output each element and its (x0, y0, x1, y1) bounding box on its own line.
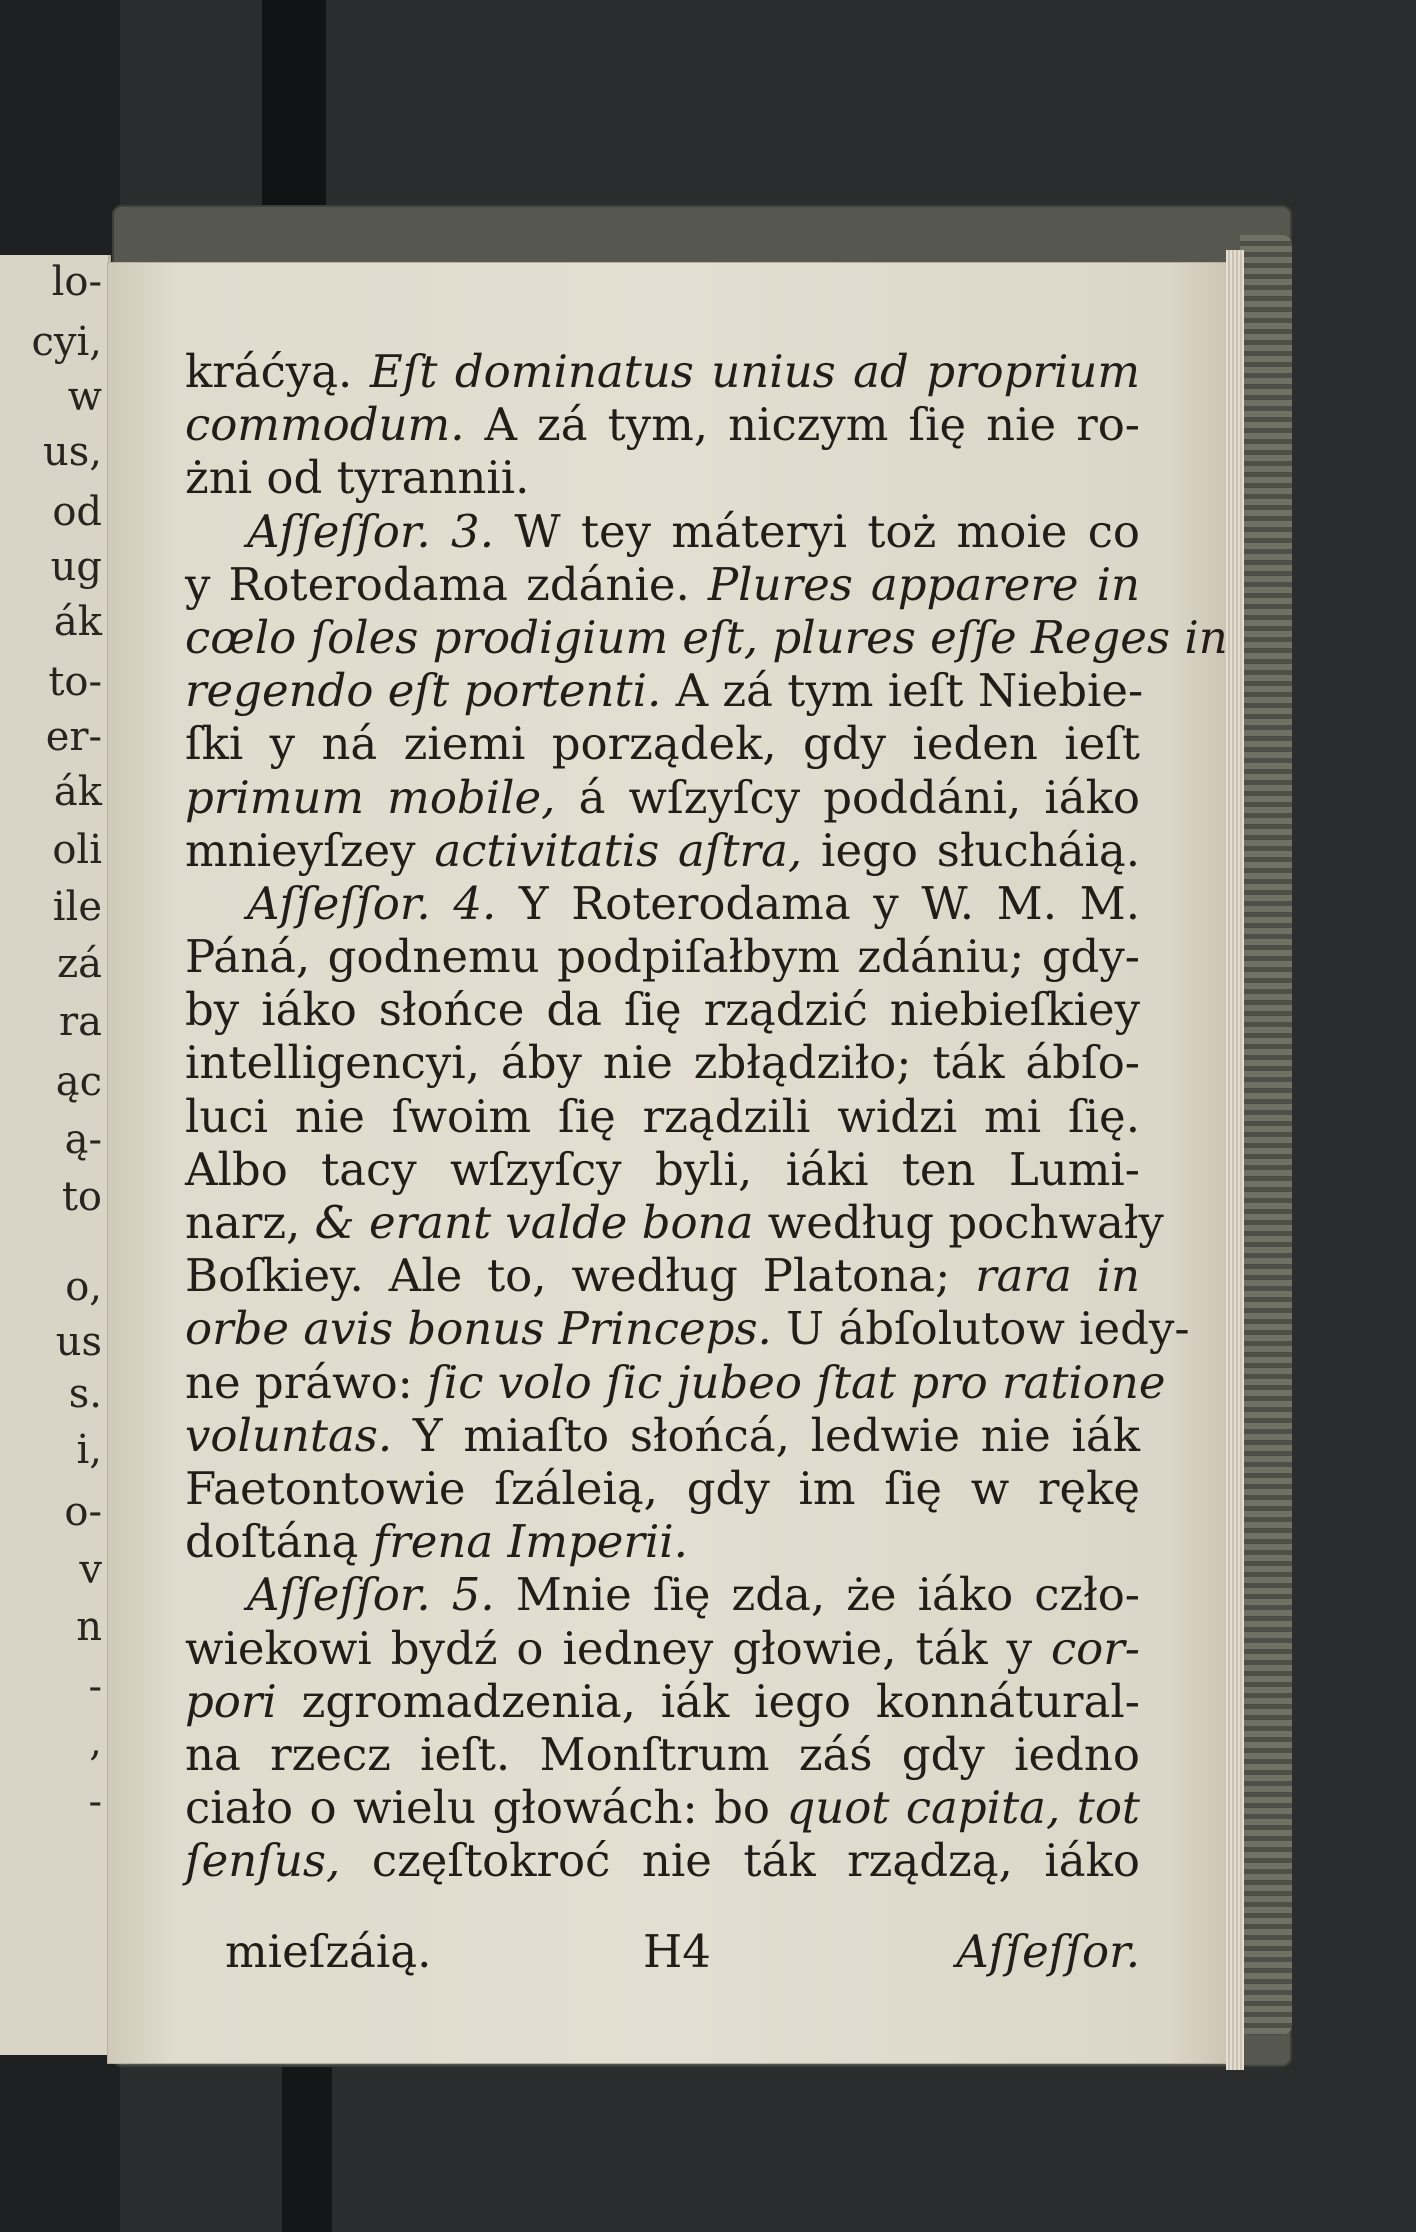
text-line (185, 1834, 1140, 1887)
roman-text: Y Roterodama y W. M. M. (496, 876, 1141, 930)
italic-text: rara in (975, 1249, 1140, 1303)
roman-text: kráćyą. (185, 345, 370, 398)
italic-text: Aſſeſſor. 5. (247, 1568, 495, 1622)
left-page-fragment: o- (64, 1489, 102, 1535)
text-line (185, 398, 1140, 451)
text-line (185, 1781, 1140, 1834)
roman-text: luci nie ſwoim ſię rządzili widzi mi ſię. (185, 1089, 1140, 1143)
roman-text: doſtáną (185, 1515, 373, 1569)
text-line (185, 1409, 1140, 1462)
bookmark-ribbon-end (282, 2050, 332, 2232)
roman-text: A zá tym, niczym ſię nie ro- (464, 398, 1140, 452)
italic-text: cœlo ſoles prodigium eſt, plures eſſe Reges in (185, 610, 1228, 664)
left-page-fragment: ug (50, 544, 102, 590)
left-page-fragment: ák (53, 769, 102, 815)
roman-text: W tey máteryi toż moie co (494, 504, 1140, 558)
left-page-fragment: ąc (55, 1059, 102, 1105)
roman-text: Boſkiey. Ale to, według Platona; (185, 1249, 976, 1303)
left-page-fragment: - (88, 1779, 102, 1825)
text-line (185, 1196, 1164, 1249)
page-edges (1226, 250, 1244, 2070)
catchword: Aſſeſſor. (956, 1925, 1140, 1978)
roman-text: Páná, godnemu podpiſałbym zdániu; gdy- (185, 930, 1140, 984)
italic-text: frena Imperii. (372, 1515, 688, 1569)
left-page-fragment: w (67, 374, 102, 420)
left-page-fragment: oli (52, 827, 102, 873)
text-line (185, 345, 1140, 398)
left-page-fragment: n (76, 1604, 102, 1650)
italic-text: orbe avis bonus Princeps. (185, 1302, 772, 1356)
roman-text: ciało o wielu głowách: bo (185, 1781, 787, 1835)
left-page-fragment: ile (52, 884, 102, 930)
left-page-fragment: to (61, 1174, 102, 1220)
roman-text: zgromadzenia, iák iego konnátural- (276, 1674, 1140, 1728)
left-page-fragment: v (79, 1547, 102, 1593)
left-page-fragment: er- (45, 714, 102, 760)
left-page-fragment: i, (76, 1427, 102, 1473)
italic-text: cor- (1050, 1621, 1140, 1675)
left-page-fragment: ák (53, 599, 102, 645)
left-page-fragment: us, (42, 429, 102, 475)
roman-text: intelligencyi, áby nie zbłądziło; ták ábſo- (185, 1036, 1140, 1090)
roman-text: ſki y ná ziemi porządek, gdy ieden ieſt (185, 717, 1140, 771)
italic-text: Aſſeſſor. 4. (247, 876, 497, 930)
text-line (185, 983, 1140, 1036)
roman-text: Y miaſto słońcá, ledwie nie iák (392, 1408, 1140, 1462)
roman-text: á wſzyſcy poddáni, iáko (555, 770, 1140, 824)
roman-text: Albo tacy wſzyſcy byli, iáki ten Lumi- (185, 1142, 1140, 1196)
italic-text: ſenſus, (185, 1834, 341, 1888)
italic-text: ſic volo ſic jubeo ſtat pro ratione (427, 1355, 1166, 1409)
italic-text: activitatis aſtra, (434, 823, 803, 877)
roman-text: mnieyſzey (185, 823, 435, 877)
text-line (185, 610, 1228, 664)
left-page-fragment: cyi, (31, 319, 102, 365)
left-page-fragment: to- (48, 659, 102, 705)
roman-text: y Roterodama zdánie. (185, 557, 708, 611)
last-line-word: mieſzáią. (225, 1925, 432, 1978)
text-line (185, 1143, 1140, 1196)
text-line (185, 1568, 1140, 1621)
roman-text: narz, (185, 1196, 315, 1249)
left-page-fragment: - (88, 1664, 102, 1710)
italic-text: Eſt dominatus unius ad proprium (369, 345, 1141, 398)
text-line (185, 558, 1140, 611)
roman-text: żni od tyrannii. (185, 451, 530, 505)
text-line (185, 451, 1140, 504)
text-line (185, 930, 1140, 983)
text-line (185, 1090, 1140, 1143)
italic-text: Aſſeſſor. 3. (247, 504, 494, 558)
italic-text: quot capita, tot (786, 1781, 1141, 1835)
roman-text: według pochwały (753, 1196, 1164, 1249)
text-line (185, 1302, 1190, 1356)
text-line (185, 771, 1140, 824)
text-line (185, 1462, 1140, 1515)
italic-text: primum mobile, (185, 770, 556, 824)
text-line (185, 505, 1140, 558)
left-page-fragment: zá (57, 941, 102, 987)
text-line (185, 824, 1140, 877)
italic-text: & erant valde bona (314, 1196, 754, 1249)
text-line (185, 1622, 1140, 1675)
left-page-fragment: s. (68, 1371, 102, 1417)
roman-text: iego słucháią. (802, 823, 1141, 877)
page-footer (225, 1922, 1140, 1982)
roman-text: wiekowi bydź o iedney głowie, ták y (185, 1621, 1051, 1675)
left-page-fragment: , (89, 1719, 102, 1765)
text-line (185, 1355, 1166, 1409)
text-line (185, 664, 1144, 718)
left-page-fragment: us (55, 1319, 102, 1365)
roman-text: częſtokroć nie ták rządzą, iáko (340, 1834, 1140, 1888)
italic-text: voluntas. (185, 1408, 393, 1462)
italic-text: commodum. (185, 398, 465, 452)
italic-text: regendo eſt portenti. (185, 664, 662, 718)
text-line (185, 717, 1140, 770)
text-line (185, 1728, 1140, 1781)
left-page (0, 255, 111, 2055)
roman-text: A zá tym ieſt Niebie- (661, 664, 1144, 718)
left-page-fragment: lo- (51, 259, 102, 305)
cover-edge (1240, 235, 1292, 2035)
text-line (185, 1036, 1140, 1089)
roman-text: na rzecz ieſt. Monſtrum záś gdy iedno (185, 1727, 1140, 1781)
signature-mark: H4 (643, 1925, 711, 1978)
roman-text: U ábſolutow iedy- (771, 1302, 1190, 1356)
left-page-fragment: ra (59, 999, 102, 1045)
text-line (185, 1249, 1140, 1302)
roman-text: ne práwo: (185, 1355, 428, 1409)
italic-text: Plures apparere in (707, 557, 1140, 611)
left-page-fragment: ą- (64, 1117, 102, 1163)
page-text (185, 345, 1228, 1888)
left-page-fragment: o, (65, 1264, 102, 1310)
text-line (185, 1675, 1140, 1728)
roman-text: by iáko słońce da ſię rządzić niebieſkiey (185, 983, 1140, 1037)
roman-text: Faetontowie ſzáleią, gdy im ſię w rękę (185, 1461, 1140, 1515)
left-page-fragment: od (52, 489, 102, 535)
roman-text: Mnie ſię zda, że iáko czło- (494, 1568, 1141, 1622)
text-line (185, 877, 1140, 930)
text-line (185, 1515, 1140, 1568)
italic-text: pori (185, 1674, 277, 1728)
